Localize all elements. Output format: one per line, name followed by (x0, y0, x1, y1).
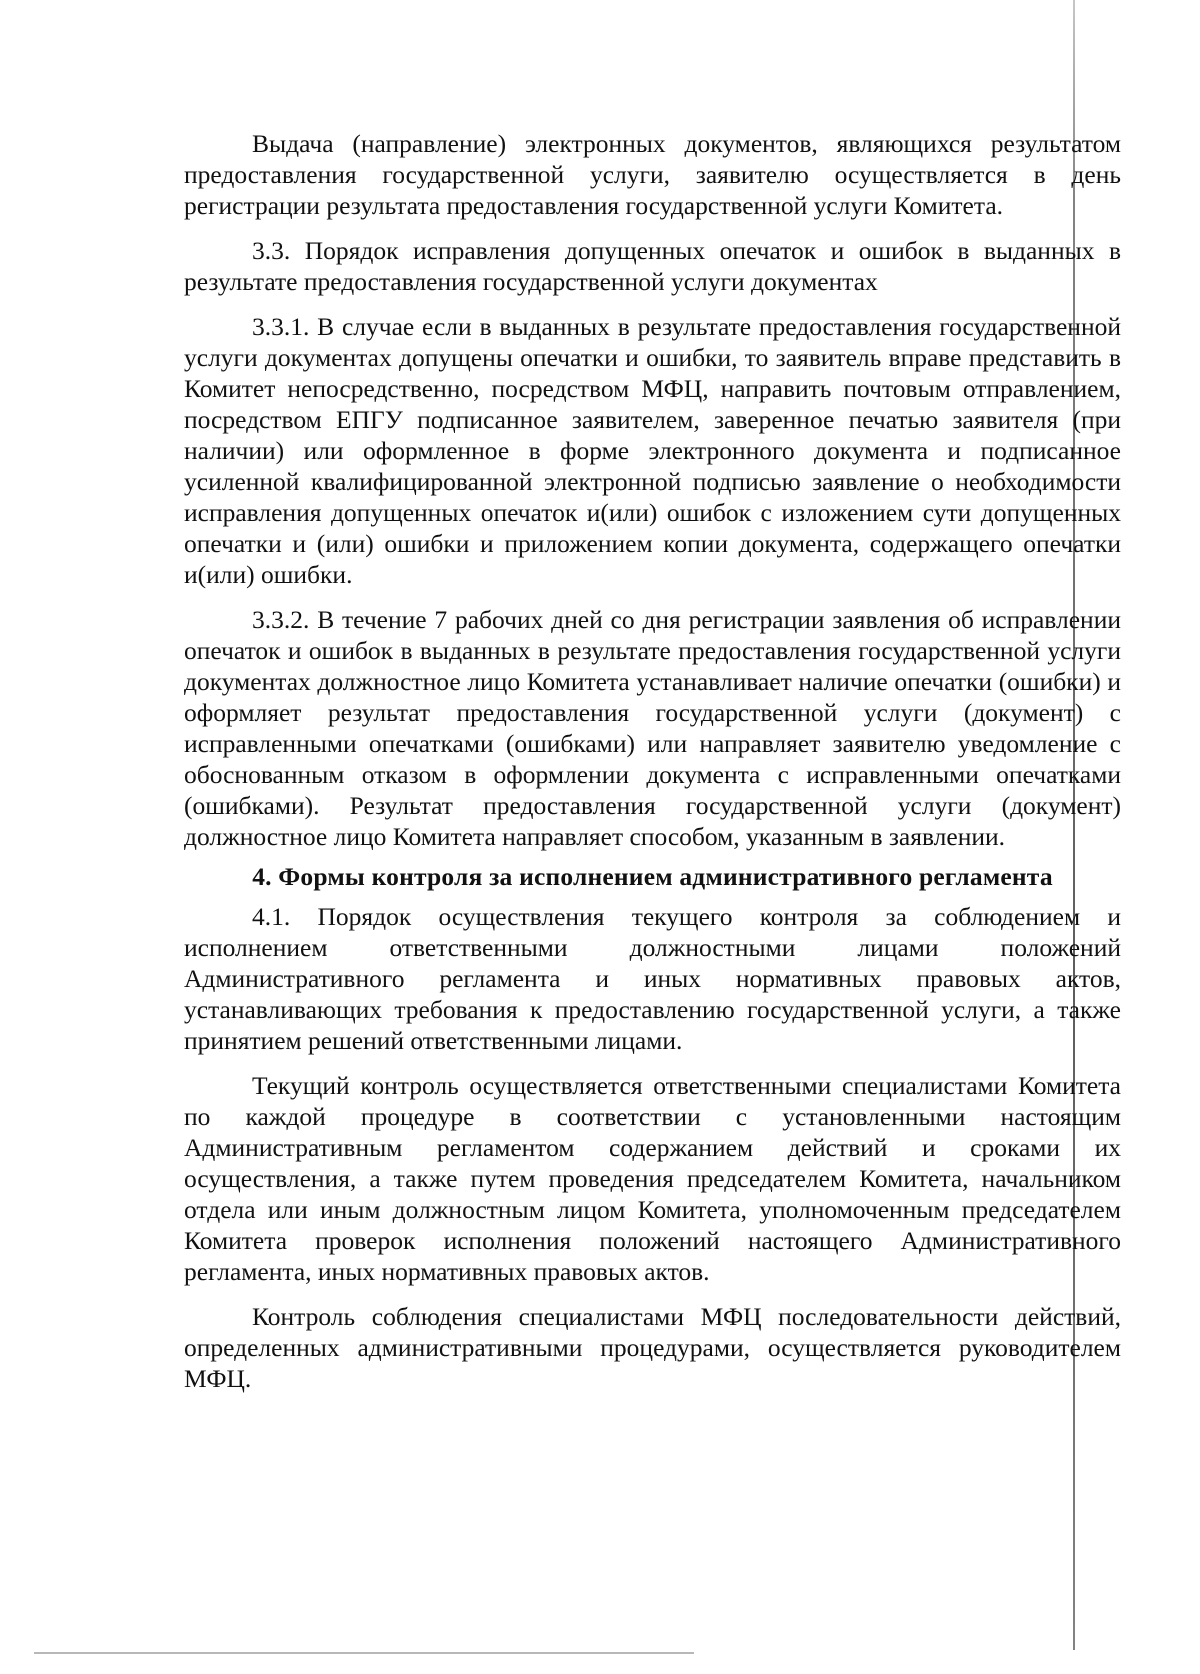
section-4-heading: 4. Формы контроля за исполнением административного регламента (252, 862, 1053, 891)
paragraph-4-1: 4.1. Порядок осуществления текущего контроля за соблюдением и исполнением ответственными должностными лицами положений Административного регламента и иных нормативных правовых актов, устанавливающих требования к предоставлению государственной услуги, а также принятием решений ответственными лицами. (184, 902, 1121, 1055)
paragraph-electronic-issuance: Выдача (направление) электронных документов, являющихся результатом предоставления государственной услуги, заявителю осуществляется в день регистрации результата предоставления государственной услуги Комитета. (184, 129, 1121, 220)
paragraph-3-3-1: 3.3.1. В случае если в выданных в результате предоставления государственной услуги документах допущены опечатки и ошибки, то заявитель вправе представить в Комитет непосредственно, посредством МФЦ, направить почтовым отправлением, посредством ЕПГУ подписанное заявителем, заверенное печатью заявителя (при наличии) или оформленное в форме электронного документа и подписанное усиленной квалифицированной электронной подписью заявление о необходимости исправления допущенных опечаток и(или) ошибок с изложением сути допущенных опечатки и (или) ошибки и приложением копии документа, содержащего опечатки и(или) ошибки. (184, 312, 1121, 589)
paragraph-current-control: Текущий контроль осуществляется ответственными специалистами Комитета по каждой процедуре в соответствии с установленными настоящим Административным регламентом содержанием действий и сроками их осуществления, а также путем проведения председателем Комитета, начальником отдела или иным должностным лицом Комитета, уполномоченным председателем Комитета проверок исполнения положений настоящего Административного регламента, иных нормативных правовых актов. (184, 1071, 1121, 1286)
scan-artifact-bottom-line (34, 1652, 694, 1654)
paragraph-mfc-control: Контроль соблюдения специалистами МФЦ последовательности действий, определенных административными процедурами, осуществляется руководителем МФЦ. (184, 1302, 1121, 1393)
paragraph-3-3-2: 3.3.2. В течение 7 рабочих дней со дня регистрации заявления об исправлении опечаток и ошибок в выданных в результате предоставления государственной услуги документах должностное лицо Комитета устанавливает наличие опечатки (ошибки) и оформляет результат предоставления государственной услуги (документ) с исправленными опечатками (ошибками) или направляет заявителю уведомление с обоснованным отказом в оформлении документа с исправленными опечатками (ошибками). Результат предоставления государственной услуги (документ) должностное лицо Комитета направляет способом, указанным в заявлении. (184, 605, 1121, 851)
paragraph-3-3-title: 3.3. Порядок исправления допущенных опечаток и ошибок в выданных в результате предоставления государственной услуги документах (184, 236, 1121, 296)
document-body (184, 128, 1121, 1403)
